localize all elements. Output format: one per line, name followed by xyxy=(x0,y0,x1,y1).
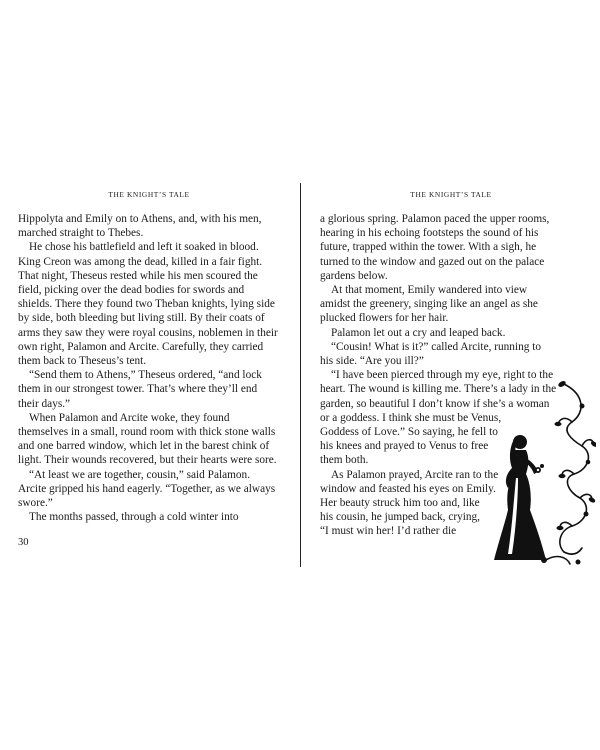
page-number: 30 xyxy=(18,537,29,548)
text-line: Palamon let out a cry and leaped back. xyxy=(331,326,506,339)
paragraph: The months passed, through a cold winter into xyxy=(29,511,239,524)
paragraph: “At least we are together, cousin,” said Palamon. Arcite gripped his hand eagerly. “Together, as we always swore.” xyxy=(18,468,276,510)
text-line: heart. The wound is killing me. There’s a lady in the xyxy=(320,383,557,396)
text-line: Goddess of Love.” So saying, he fell to xyxy=(320,426,498,439)
left-page xyxy=(18,190,280,524)
text-line: garden, so beautiful I don’t know if she’s a woman xyxy=(320,397,550,410)
text-line: At that moment, Emily wandered into view xyxy=(331,284,528,297)
text-line: his knees and prayed to Venus to free xyxy=(320,440,489,453)
text-line: Her beauty struck him too and, like xyxy=(320,497,480,510)
page-gutter-divider xyxy=(300,183,301,567)
paragraph: Hippolyta and Emily on to Athens, and, with his men, marched straight to Thebes. xyxy=(18,213,262,240)
right-body-text xyxy=(320,212,557,539)
text-line: “I have been pierced through my eye, right to the xyxy=(331,369,554,382)
right-page xyxy=(320,190,557,539)
text-line: turned to the window and gazed out on the palace xyxy=(320,255,545,268)
text-line: plucked flowers for her hair. xyxy=(320,312,449,325)
text-line: window and feasted his eyes on Emily. xyxy=(320,482,496,495)
right-running-head: THE KNIGHT’S TALE xyxy=(410,190,492,199)
paragraph: “Send them to Athens,” Theseus ordered, “and lock them in our strongest tower. That’s where they’ll end their days.” xyxy=(18,369,262,410)
left-running-head: THE KNIGHT’S TALE xyxy=(108,190,190,199)
text-line: “Cousin! What is it?” called Arcite, running to xyxy=(331,340,541,353)
text-line: a glorious spring. Palamon paced the upper rooms, xyxy=(320,213,550,225)
text-line: amidst the greenery, singing like an angel as she xyxy=(320,298,538,311)
text-line: his cousin, he jumped back, crying, xyxy=(320,511,481,524)
text-line: gardens below. xyxy=(320,269,388,282)
text-line: hearing in his echoing footsteps the sound of his xyxy=(320,227,539,240)
text-line: “I must win her! I’d rather die xyxy=(320,525,457,538)
emily-silhouette-illustration xyxy=(486,378,596,568)
text-line: his side. “Are you ill?” xyxy=(320,355,424,368)
text-line: As Palamon prayed, Arcite ran to the xyxy=(331,468,499,481)
paragraph: He chose his battlefield and left it soaked in blood. King Creon was among the dead, killed in a fair fight. That night, Theseus rested while his men scoured the field, picking over the dead bodies for swords and shields. There they found two Theban knights, lying side by side, both bleeding but living still. By their coats of arms they saw they were royal cousins, noblemen in their own right, Palamon and Arcite. Carefully, they carried them back to Theseus’s tent. xyxy=(18,241,278,368)
text-line: them both. xyxy=(320,454,369,467)
text-line: future, trapped within the tower. With a sigh, he xyxy=(320,241,537,254)
text-line: or a goddess. I think she must be Venus, xyxy=(320,411,502,424)
left-body-text xyxy=(18,212,280,524)
paragraph: When Palamon and Arcite woke, they found themselves in a small, round room with thick stone walls and one barred window, which let in the barest chink of light. Their wounds recovered, but their hearts were sore. xyxy=(18,411,277,467)
